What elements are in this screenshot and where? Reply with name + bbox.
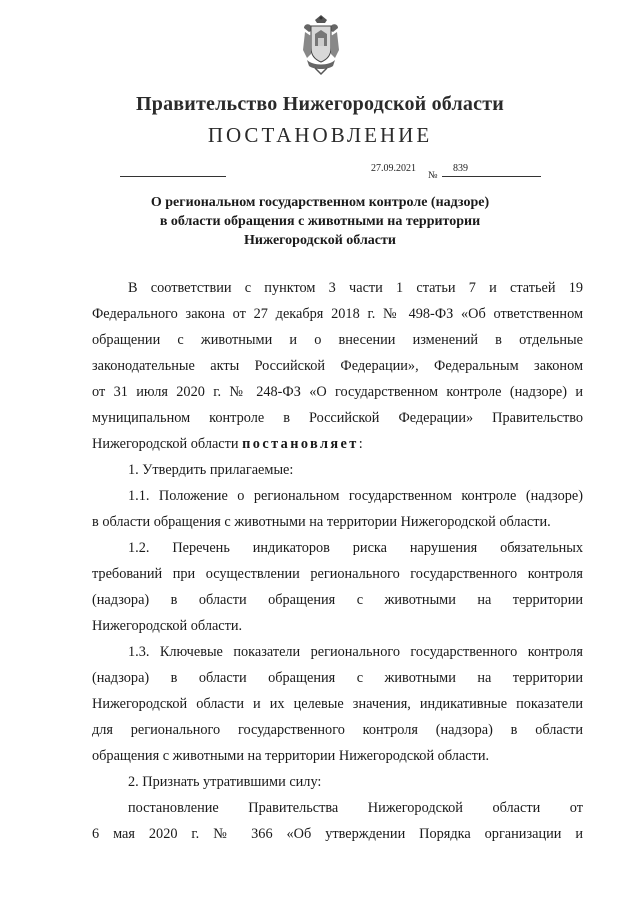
body-line: 1.1. Положение о региональном государственном контроле (надзоре) [128, 488, 583, 504]
body-line: муниципальном контроле в Российской Федерации» Правительство [92, 410, 583, 426]
body-line [92, 436, 583, 453]
body-line: постановление Правительства Нижегородской области от [128, 800, 583, 816]
body-line: для регионального государственного контроля (надзора) в области [92, 722, 583, 738]
number-underline [442, 176, 541, 177]
left-blank-line [120, 176, 226, 177]
body-line: требований при осуществлении регионального государственного контроля [92, 566, 583, 582]
body-line: Федерального закона от 27 декабря 2018 г. № 498-ФЗ «Об ответственном [92, 306, 583, 322]
subject-line: О региональном государственном контроле (надзоре) [150, 195, 490, 210]
body-line: обращении с животными и о внесении изменений в отдельные [92, 332, 583, 348]
body-line: 1.3. Ключевые показатели регионального государственного контроля [128, 644, 583, 660]
government-title: Правительство Нижегородской области [136, 93, 504, 115]
number-sign: № [428, 170, 438, 181]
document-number: 839 [453, 163, 468, 174]
body-line: в области обращения с животными на территории Нижегородской области. [92, 514, 551, 530]
body-line: Нижегородской области. [92, 618, 243, 634]
body-line: 6 мая 2020 г. № 366 «Об утверждении Порядка организации и [92, 826, 583, 842]
body-line: 1.2. Перечень индикаторов риска нарушения обязательных [128, 540, 583, 556]
body-line: законодательные акты Российской Федерации», Федеральным законом [92, 358, 583, 374]
body-line: от 31 июля 2020 г. № 248-ФЗ «О государственном контроле (надзоре) и [92, 384, 583, 400]
body-line: Нижегородской области и их целевые значения, индикативные показатели [92, 696, 583, 712]
document-type: ПОСТАНОВЛЕНИЕ [207, 123, 433, 147]
body-line: обращения с животными на территории Нижегородской области. [92, 748, 490, 764]
document-date: 27.09.2021 [371, 163, 416, 174]
body-text: Нижегородской области [92, 436, 239, 452]
subject-line: в области обращения с животными на территории [159, 214, 481, 229]
body-text: : [358, 436, 363, 452]
subject-line: Нижегородской области [244, 233, 396, 248]
body-line: (надзора) в области обращения с животными на территории [92, 670, 583, 686]
document-subject [80, 193, 560, 250]
resolution-keyword: постановляет [242, 436, 359, 452]
body-line: 2. Признать утратившими силу: [128, 774, 322, 790]
coat-of-arms-icon [301, 14, 341, 76]
body-line: (надзора) в области обращения с животными на территории [92, 592, 583, 608]
body-line: 1. Утвердить прилагаемые: [128, 462, 294, 478]
body-line: В соответствии с пунктом 3 части 1 статьи 7 и статьей 19 [128, 280, 583, 296]
